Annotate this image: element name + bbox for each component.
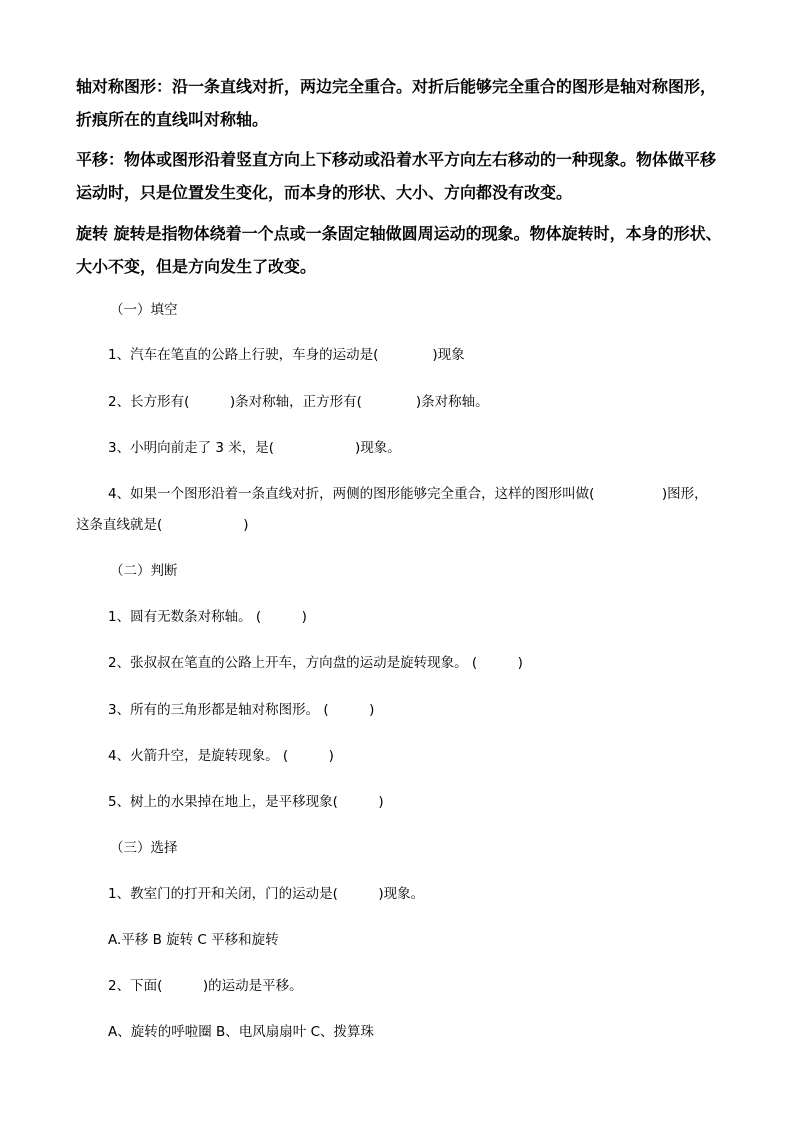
axis-symmetry-definition: 轴对称图形：沿一条直线对折，两边完全重合。对折后能够完全重合的图形是轴对称图形，折痕所在的直线叫对称轴。 bbox=[76, 77, 717, 129]
fill-blank-q3: 3、小明向前走了 3 米，是( )现象。 bbox=[108, 440, 401, 456]
multiple-choice-q1: 1、教室门的打开和关闭，门的运动是( )现象。 bbox=[108, 886, 425, 902]
fill-blank-q4-line2: 这条直线就是( ) bbox=[76, 517, 249, 533]
true-false-q3: 3、所有的三角形都是轴对称图形。 ( ) bbox=[108, 702, 375, 718]
multiple-choice-q1-options: A.平移 B 旋转 C 平移和旋转 bbox=[108, 932, 279, 948]
multiple-choice-q2: 2、下面( )的运动是平移。 bbox=[108, 978, 303, 994]
true-false-q5: 5、树上的水果掉在地上，是平移现象( ) bbox=[108, 794, 384, 810]
true-false-q2: 2、张叔叔在笔直的公路上开车，方向盘的运动是旋转现象。 ( ) bbox=[108, 655, 523, 671]
true-false-q4: 4、火箭升空，是旋转现象。 ( ) bbox=[108, 748, 334, 764]
fill-blank-q1: 1、汽车在笔直的公路上行驶，车身的运动是( )现象 bbox=[108, 347, 465, 363]
fill-blank-q4-line1: 4、如果一个图形沿着一条直线对折，两侧的图形能够完全重合，这样的图形叫做( )图形， bbox=[108, 486, 708, 502]
true-false-heading: （二）判断 bbox=[110, 563, 178, 579]
true-false-q1: 1、圆有无数条对称轴。 ( ) bbox=[108, 609, 307, 625]
multiple-choice-q2-options: A、旋转的呼啦圈 B、电风扇扇叶 C、拨算珠 bbox=[108, 1024, 375, 1040]
translation-definition: 平移：物体或图形沿着竖直方向上下移动或沿着水平方向左右移动的一种现象。物体做平移运动时，只是位置发生变化，而本身的形状、大小、方向都没有改变。 bbox=[76, 150, 717, 202]
multiple-choice-heading: （三）选择 bbox=[110, 840, 178, 856]
fill-blank-q2: 2、长方形有( )条对称轴，正方形有( )条对称轴。 bbox=[108, 394, 489, 410]
fill-blank-heading: （一）填空 bbox=[110, 302, 178, 318]
rotation-definition: 旋转 旋转是指物体绕着一个点或一条固定轴做圆周运动的现象。物体旋转时，本身的形状、大小不变，但是方向发生了改变。 bbox=[76, 224, 722, 276]
